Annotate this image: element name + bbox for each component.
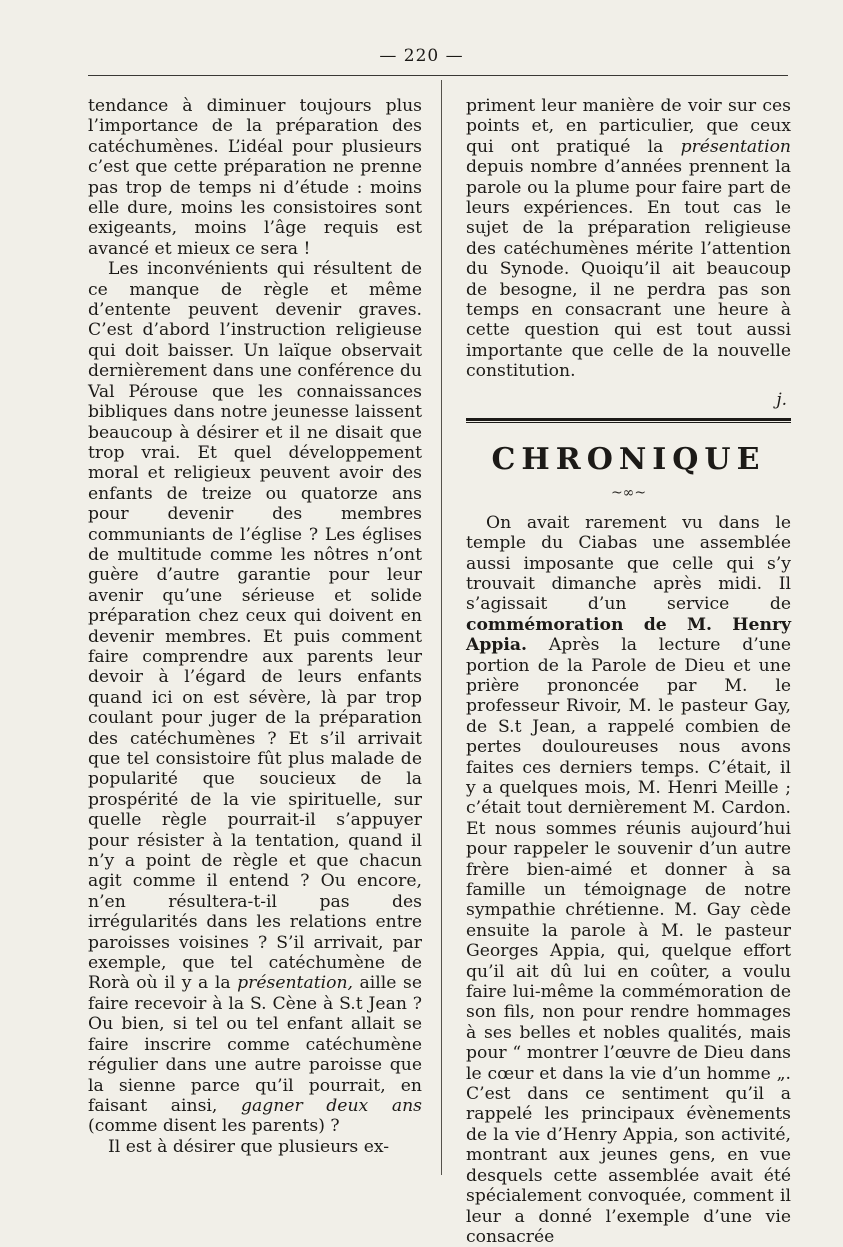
ornament-icon: ~∞~ (610, 484, 647, 501)
author-signature: j. (776, 389, 787, 410)
paragraph: priment leur manière de voir sur ces points et, en particulier, que ceux qui ont pratiqué la présentation depuis nombre d’années prennent la parole ou la plume pour faire part de leurs expériences. En tout cas le sujet de la préparation religieuse des catéchumènes mérite l’attention du Synode. Quoiqu’il ait beaucoup de besogne, il ne perdra pas son temps en consacrant une heure à cette question qui est tout aussi importante que celle de la nouvelle constitution. (466, 96, 791, 382)
paragraph: tendance à diminuer toujours plus l’importance de la préparation des catéchumènes. L’idéal pour plusieurs c’est que cette préparation ne prenne pas trop de temps ni d’étude : moins elle dure, moins les consistoires sont exigeants, moins l’âge requis est avancé et mieux ce sera ! (88, 96, 422, 259)
chronique-body (466, 513, 791, 1247)
section-rule (466, 418, 791, 423)
header-rule (88, 75, 788, 76)
paragraph: Les inconvénients qui résultent de ce manque de règle et même d’entente peuvent devenir graves. C’est d’abord l’instruction religieuse qui doit baisser. Un laïque observait dernièrement dans une conférence du Val Pérouse que les connaissances bibliques dans notre jeunesse laissent beaucoup à désirer et il ne disait que trop vrai. Et quel développement moral et religieux peuvent avoir des enfants de treize ou quatorze ans pour devenir des membres communiants de l’église ? Les églises de multitude comme les nôtres n’ont guère d’autre garantie pour leur avenir qu’une sérieuse et solide préparation chez ceux qui doivent en devenir membres. Et puis comment faire comprendre aux parents leur devoir à l’égard de leurs enfants quand ici on est sévère, là par trop coulant pour juger de la préparation des catéchumènes ? Et s’il arrivait que tel consistoire fût plus malade de popularité que soucieux de la prospérité de la vie spirituelle, sur quelle règle pourrait-il s’appuyer pour résister à la tentation, quand il n’y a point de règle et que chacun agit comme il entend ? Ou encore, n’en résultera-t-il pas des irrégularités dans les relations entre paroisses voisines ? S’il arrivait, par exemple, que tel catéchumène de Rorà où il y a la présentation, aille se faire recevoir à la S. Cène à S.t Jean ? Ou bien, si tel ou tel enfant allait se faire inscrire comme catéchumène régulier dans une autre paroisse que la sienne parce qu’il pourrait, en faisant ainsi, gagner deux ans (comme disent les parents) ? (88, 259, 422, 1137)
left-column (88, 96, 422, 1157)
section-title: CHRONIQUE (491, 441, 766, 477)
paragraph: On avait rarement vu dans le temple du Ciabas une assemblée aussi imposante que celle qui s’y trouvait dimanche après midi. Il s’agissait d’un service de commémoration de M. Henry Appia. Après la lecture d’une portion de la Parole de Dieu et une prière prononcée par M. le professeur Rivoir, M. le pasteur Gay, de S.t Jean, a rappelé combien de pertes douloureuses nous avons faites ces derniers temps. C’était, il y a quelques mois, M. Henri Meille ; c’était tout dernièrement M. Cardon. Et nous sommes réunis aujourd’hui pour rappeler le souvenir d’un autre frère bien-aimé et donner à sa famille un témoignage de notre sympathie chrétienne. M. Gay cède ensuite la parole à M. le pasteur Georges Appia, qui, quelque effort qu’il ait dû lui en coûter, a voulu faire lui-même la commémoration de son fils, non pour rendre hommages à ses belles et nobles qualités, mais pour “ montrer l’œuvre de Dieu dans le cœur et dans la vie d’un homme „. C’est dans ce sentiment qu’il a rappelé les principaux évènements de la vie d’Henry Appia, son activité, montrant aux jeunes gens, en vue desquels cette assemblée avait été spécialement convoquée, comment il leur a donné l’exemple d’une vie consacrée (466, 512, 791, 1247)
right-column (466, 96, 791, 1247)
commemoration-heading: commémoration de M. Henry Appia. (466, 614, 791, 656)
paragraph: Il est à désirer que plusieurs ex- (108, 1136, 390, 1157)
page-number: — 220 — (379, 46, 464, 66)
column-divider (441, 80, 442, 1175)
